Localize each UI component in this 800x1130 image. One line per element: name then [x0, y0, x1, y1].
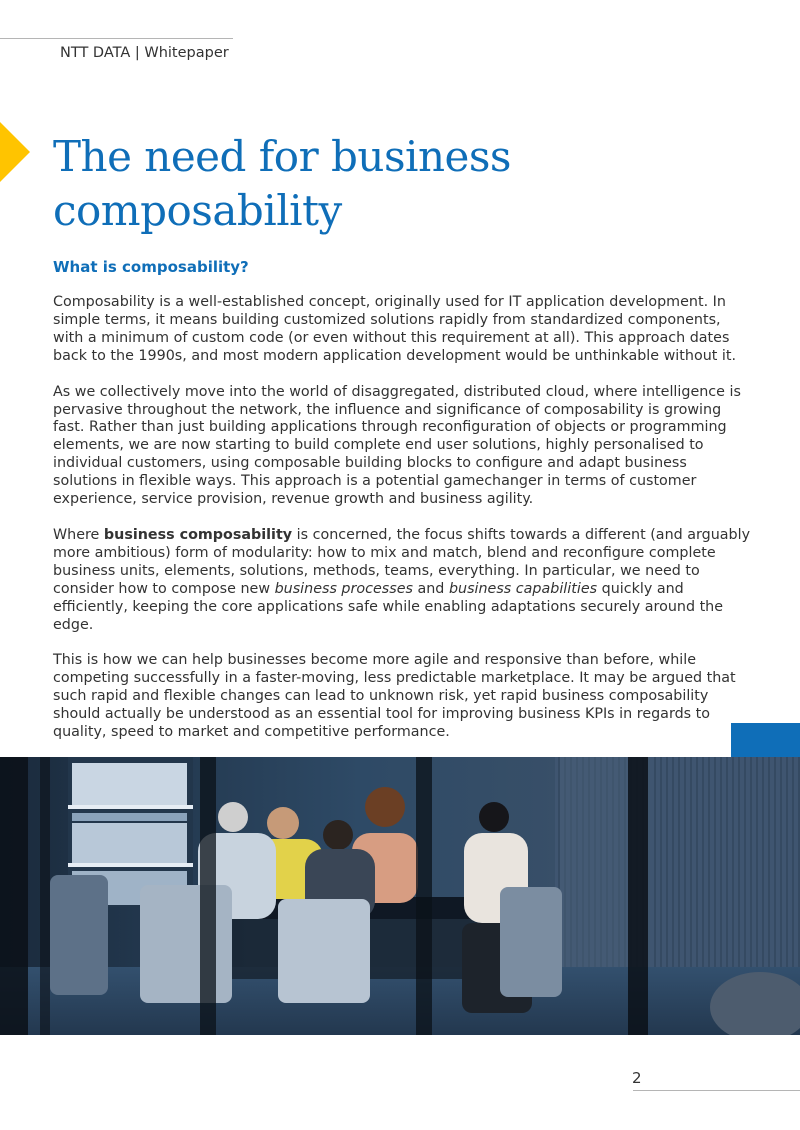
paragraph-3 — [53, 527, 753, 634]
italic-term: business capabilities — [448, 580, 598, 597]
footer-rule — [633, 1090, 800, 1091]
text-span: Where — [53, 526, 104, 543]
header-rule — [0, 38, 233, 39]
paragraph-4: This is how we can help businesses become more agile and responsive than before, while competing successfully in a faster-moving, less predictable marketplace. It may be argued that such rapid and flexible changes can lead to unknown risk, yet rapid business composability should actually be understood as an essential tool for improving business KPIs in regards to quality, speed to market and competitive performance. — [53, 652, 736, 741]
header-label: NTT DATA | Whitepaper — [60, 45, 229, 61]
text-span: quickly and efficiently, keeping the core applications safe while enabling adaptations securely around the edge. — [53, 580, 724, 633]
italic-term: business processes — [274, 580, 413, 597]
chevron-marker-icon — [0, 122, 30, 182]
text-span: and — [412, 580, 449, 597]
paragraph-1: Composability is a well-established concept, originally used for IT application development. In simple terms, it means building customized solutions rapidly from standardized components, with a minimum of custom code (or even without this requirement at all). This approach dates back to the 1990s, and most modern application development would be unthinkable without it. — [53, 294, 737, 364]
page-number: 2 — [632, 1069, 642, 1087]
page-title: The need for business composability — [53, 132, 511, 235]
paragraph-2: As we collectively move into the world of disaggregated, distributed cloud, where intelligence is pervasive throughout the network, the influence and significance of composability is growing fast. Rather than just building applications through reconfiguration of objects or programming elements, we are now starting to build complete end user solutions, highly personalised to individual customers, using composable building blocks to configure and adapt business solutions in flexible ways. This approach is a potential gamechanger in terms of customer experience, service provision, revenue growth and business agility. — [53, 383, 741, 508]
section-subheading: What is composability? — [53, 258, 249, 276]
text-span: is concerned, the focus shifts towards a different (and arguably more ambitious) form of modularity: how to mix and match, blend and reconfigure complete business units, elements, solutions, methods, teams, everything. In particular, we need to consider how to compose new — [53, 526, 751, 597]
bold-term: business composability — [103, 526, 293, 543]
body-text — [53, 294, 753, 760]
meeting-photo — [0, 757, 800, 1035]
